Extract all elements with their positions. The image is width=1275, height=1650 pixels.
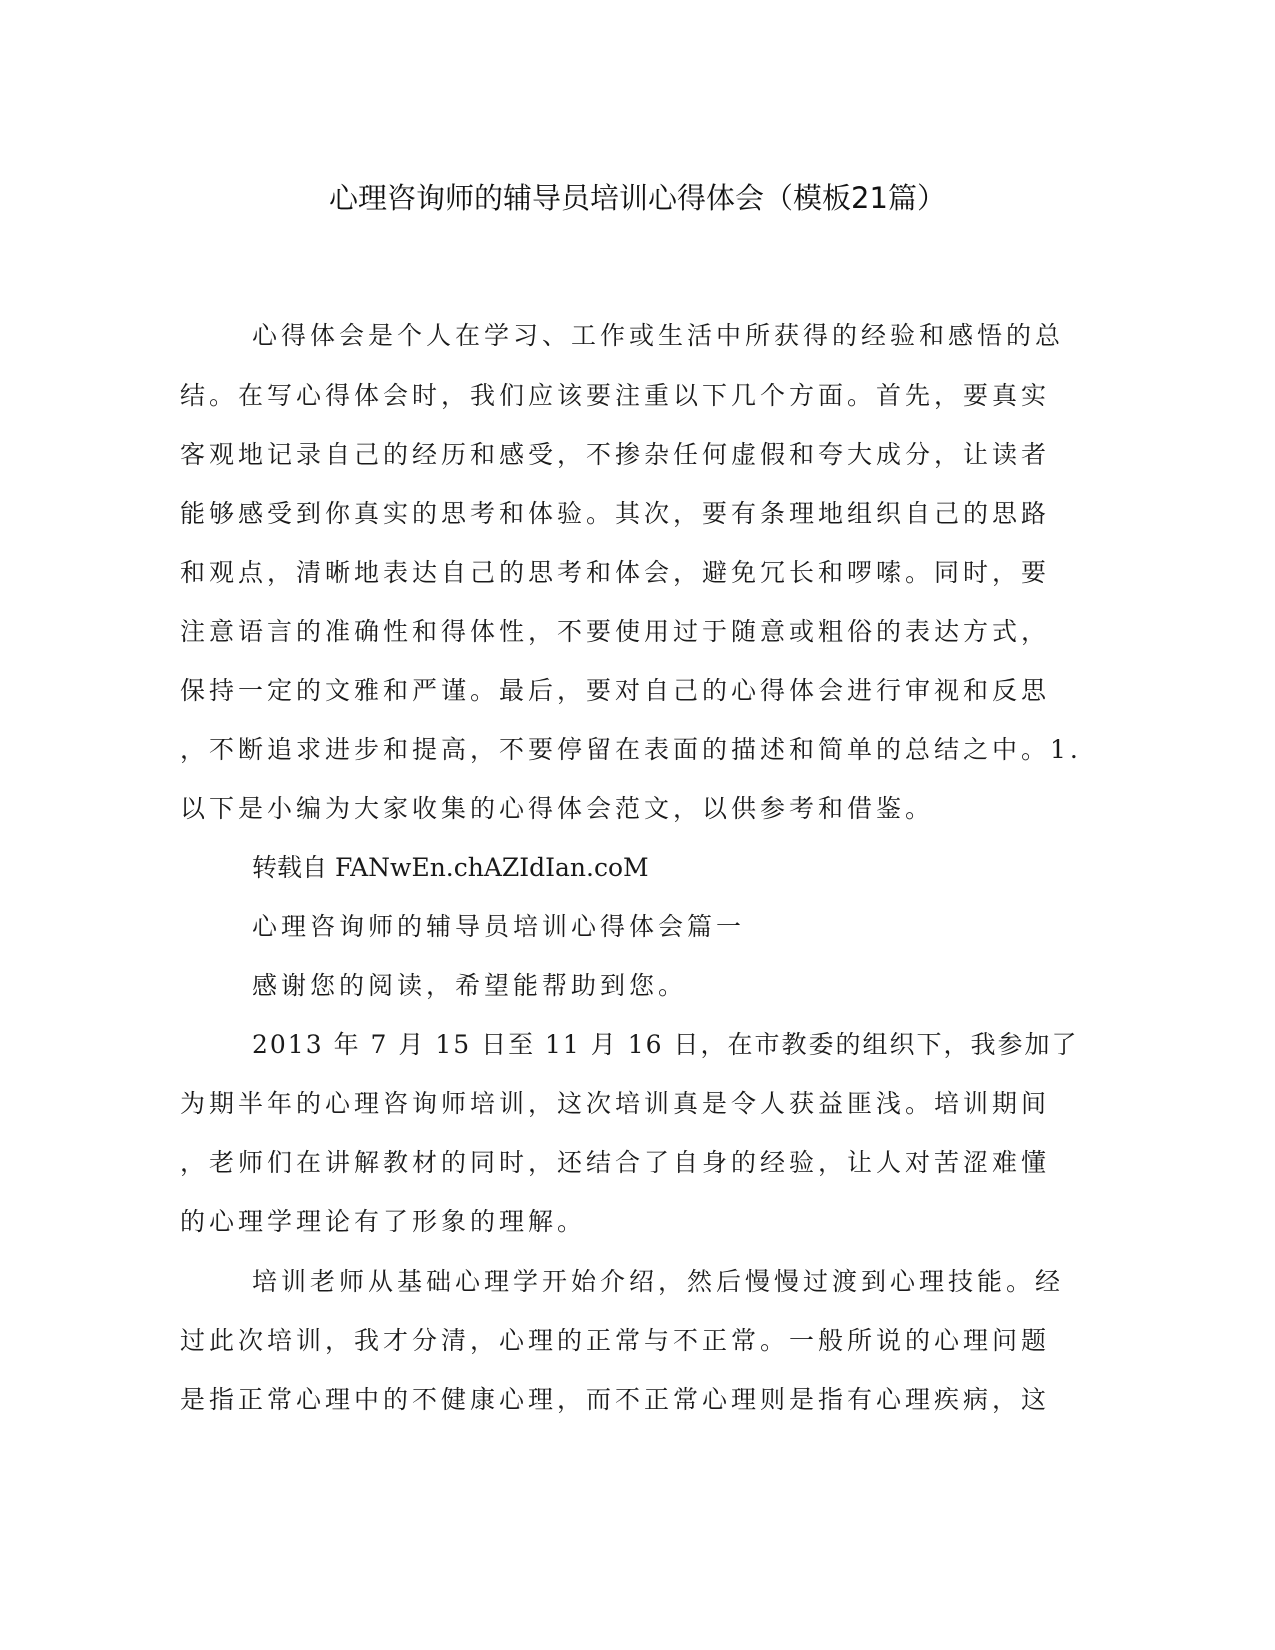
section-heading: 心理咨询师的辅导员培训心得体会篇一 [252,912,746,941]
document-title: 心理咨询师的辅导员培训心得体会（模板21篇） [329,181,946,215]
body-line: 和观点，清晰地表达自己的思考和体会，避免冗长和啰嗦。同时，要 [180,558,1051,587]
body-line: 注意语言的准确性和得体性，不要使用过于随意或粗俗的表达方式， [180,617,1051,646]
body-line: 2013 年 7 月 15 日至 11 月 16 日，在市教委的组织下，我参加了 [252,1030,1079,1059]
body-line: 结。在写心得体会时，我们应该要注重以下几个方面。首先，要真实 [180,381,1051,410]
body-line: ，不断追求进步和提高，不要停留在表面的描述和简单的总结之中。1. [180,735,1082,764]
body-line: 的心理学理论有了形象的理解。 [180,1207,587,1236]
body-line: 客观地记录自己的经历和感受，不掺杂任何虚假和夸大成分，让读者 [180,440,1051,469]
body-line: 以下是小编为大家收集的心得体会范文，以供参考和借鉴。 [180,794,935,823]
source-line: 转载自 FANwEn.chAZIdIan.coM [252,853,649,882]
body-line: 心得体会是个人在学习、工作或生活中所获得的经验和感悟的总 [252,321,1065,350]
body-line: ，老师们在讲解教材的同时，还结合了自身的经验，让人对苦涩难懂 [180,1148,1051,1177]
body-line: 过此次培训，我才分清，心理的正常与不正常。一般所说的心理问题 [180,1326,1051,1355]
body-line: 保持一定的文雅和严谨。最后，要对自己的心得体会进行审视和反思 [180,676,1051,705]
body-line: 能够感受到你真实的思考和体验。其次，要有条理地组织自己的思路 [180,499,1051,528]
body-line: 感谢您的阅读，希望能帮助到您。 [252,971,688,1000]
body-line: 培训老师从基础心理学开始介绍，然后慢慢过渡到心理技能。经 [252,1267,1065,1296]
body-line: 是指正常心理中的不健康心理，而不正常心理则是指有心理疾病，这 [180,1385,1051,1414]
body-line: 为期半年的心理咨询师培训，这次培训真是令人获益匪浅。培训期间 [180,1089,1051,1118]
